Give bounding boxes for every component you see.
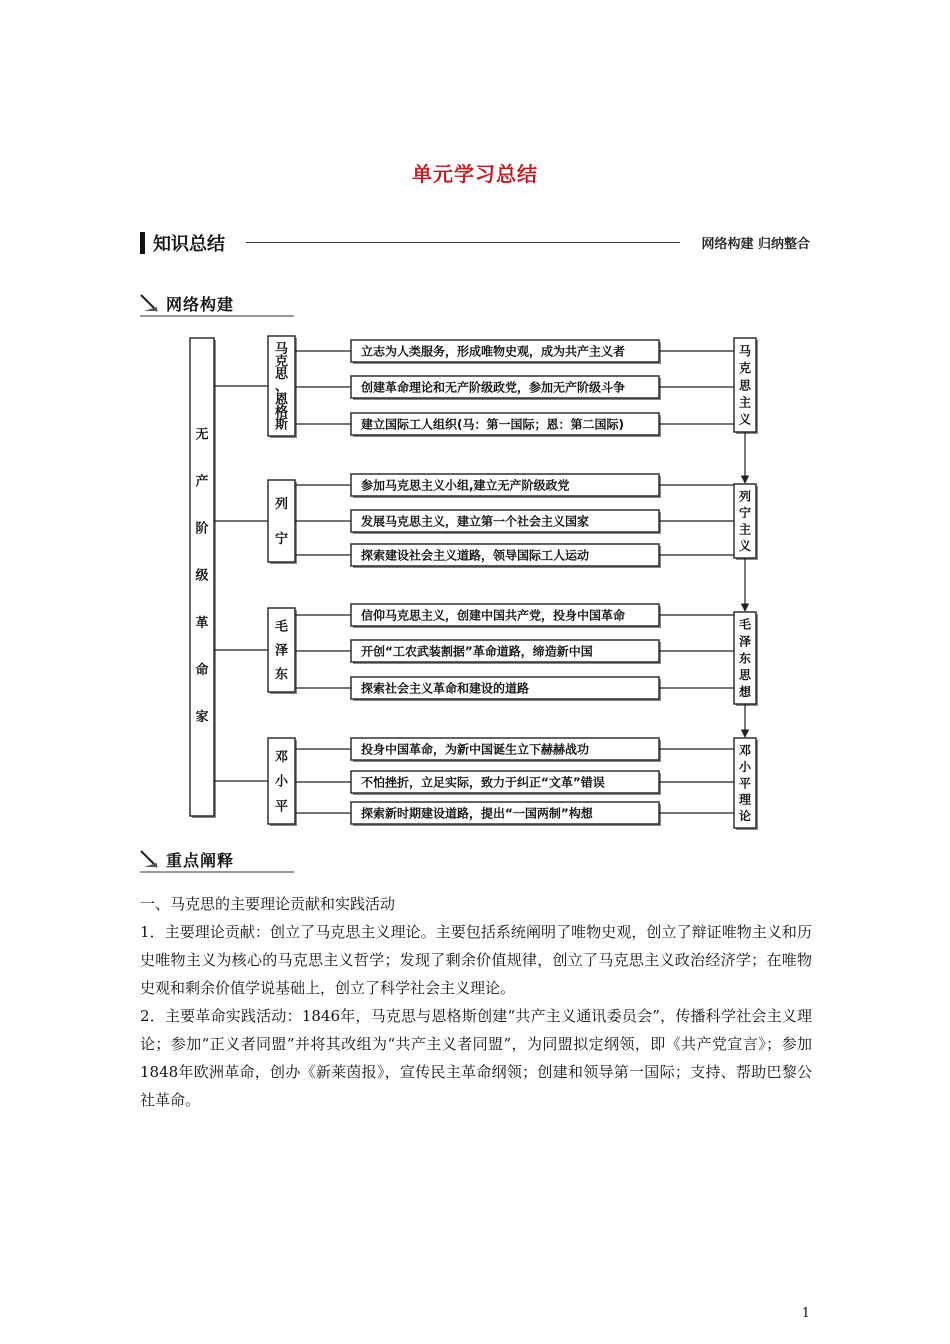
page-number: 1 <box>801 1306 810 1321</box>
paragraph-heading: 一、马克思的主要理论贡献和实践活动 <box>140 895 396 913</box>
subheader-key-points <box>140 848 294 872</box>
theory-label: 理 <box>738 792 752 807</box>
achievement-text: 探索建设社会主义道路，领导国际工人运动 <box>361 548 590 563</box>
person-box <box>268 480 295 562</box>
theory-label: 主 <box>738 395 752 410</box>
root-label: 命 <box>195 662 209 678</box>
person-label: 马 <box>274 341 289 357</box>
achievement-text: 建立国际工人组织(马：第一国际；恩：第二国际) <box>361 417 624 432</box>
person-label: 毛 <box>274 619 289 635</box>
theory-label: 想 <box>738 684 752 699</box>
person-label: 恩 <box>274 392 289 408</box>
person-label: 斯 <box>274 417 289 433</box>
section-label: 知识总结 <box>153 234 225 255</box>
theory-label: 思 <box>738 378 752 393</box>
theory-label: 东 <box>738 651 752 666</box>
achievement-text: 参加马克思主义小组,建立无产阶级政党 <box>361 478 570 493</box>
theory-label: 论 <box>738 809 752 824</box>
person-label: 东 <box>274 667 289 683</box>
theory-label: 宁 <box>738 506 752 521</box>
person-label: 格 <box>274 404 289 420</box>
root-label: 革 <box>195 615 209 631</box>
theory-label: 义 <box>738 539 752 554</box>
achievement-text: 探索社会主义革命和建设的道路 <box>361 681 530 696</box>
root-label: 级 <box>195 568 209 584</box>
triangle-icon <box>140 850 158 868</box>
section-subtitle: 网络构建 归纳整合 <box>701 237 810 252</box>
subheader-label: 网络构建 <box>166 295 235 314</box>
person-label: 克 <box>274 354 289 370</box>
achievement-text: 创建革命理论和无产阶级政党，参加无产阶级斗争 <box>361 380 626 395</box>
achievement-text: 探索新时期建设道路，提出“一国两制”构想 <box>361 806 593 821</box>
achievement-text: 发展马克思主义，建立第一个社会主义国家 <box>361 514 590 529</box>
achievement-text: 立志为人类服务，形成唯物史观，成为共产主义者 <box>361 344 626 359</box>
page-title: 单元学习总结 <box>412 162 538 186</box>
person-label: 小 <box>274 774 289 790</box>
theory-label: 马 <box>738 343 752 358</box>
person-label: 泽 <box>274 643 289 659</box>
theory-label: 义 <box>738 412 752 427</box>
theory-label: 主 <box>738 522 752 537</box>
person-label: 、 <box>274 379 289 395</box>
root-label: 家 <box>195 710 209 726</box>
person-label: 思 <box>274 367 289 383</box>
person-label: 邓 <box>274 750 289 766</box>
root-label: 产 <box>195 474 209 490</box>
achievement-text: 不怕挫折，立足实际，致力于纠正“文革”错误 <box>361 775 605 790</box>
theory-label: 列 <box>738 489 752 504</box>
achievement-text: 投身中国革命，为新中国诞生立下赫赫战功 <box>361 742 590 757</box>
person-label: 宁 <box>274 532 289 548</box>
theory-label: 邓 <box>738 743 752 758</box>
achievement-text: 开创“工农武装割据”革命道路，缔造新中国 <box>361 644 593 659</box>
theory-label: 思 <box>738 668 752 683</box>
theory-label: 平 <box>738 776 752 791</box>
subheader-underline <box>140 871 294 873</box>
person-label: 平 <box>274 799 289 815</box>
paragraph: 1．主要理论贡献：创立了马克思主义理论。主要包括系统阐明了唯物史观，创立了辩证唯物主义和历史唯物主义为核心的马克思主义哲学；发现了剩余价值规律，创立了马克思主义政治经济学；在唯物史观和剩余价值学说基础上，创立了科学社会主义理论。 <box>140 923 812 997</box>
theory-label: 克 <box>738 361 752 376</box>
achievement-text: 信仰马克思主义，创建中国共产党，投身中国革命 <box>361 608 626 623</box>
root-label: 阶 <box>195 521 209 537</box>
theory-label: 毛 <box>738 617 752 632</box>
theory-label: 小 <box>738 759 752 774</box>
paragraph: 2．主要革命实践活动：1846年，马克思与恩格斯创建“共产主义通讯委员会”，传播科学社会主义理论；参加“正义者同盟”并将其改组为“共产主义者同盟”，为同盟拟定纲领，即《共产党宣言》；参加1848年欧洲革命，创办《新莱茵报》，宣传民主革命纲领；创建和领导第一国际；支持、帮助巴黎公社革命。 <box>140 1007 812 1109</box>
root-label: 无 <box>195 427 209 443</box>
person-label: 列 <box>274 497 289 513</box>
subheader-label: 重点阐释 <box>166 851 235 870</box>
body-text <box>140 890 812 1114</box>
theory-label: 泽 <box>738 634 752 649</box>
